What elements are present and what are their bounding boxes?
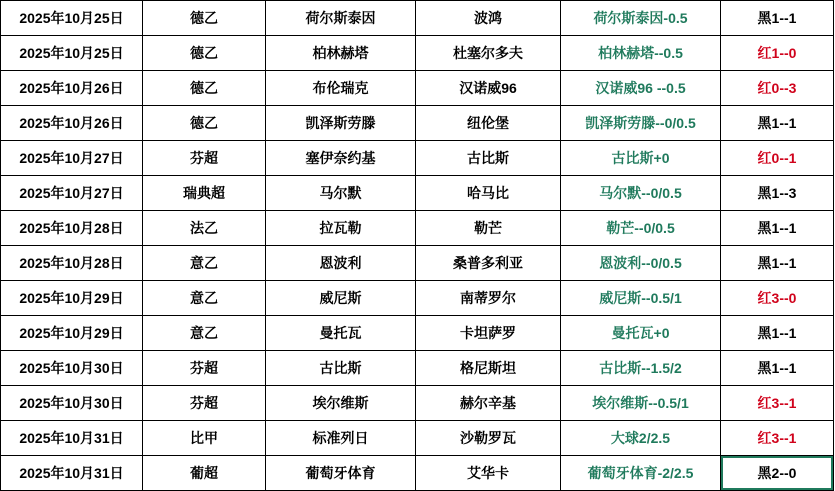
cell-handicap: 古比斯+0 — [561, 141, 721, 176]
cell-handicap: 曼托瓦+0 — [561, 316, 721, 351]
cell-league: 瑞典超 — [143, 176, 266, 211]
cell-result: 黑1--1 — [721, 1, 834, 36]
cell-date: 2025年10月31日 — [1, 456, 143, 491]
cell-home-team: 荷尔斯泰因 — [266, 1, 416, 36]
cell-result: 黑1--1 — [721, 351, 834, 386]
cell-away-team: 赫尔辛基 — [416, 386, 561, 421]
cell-date: 2025年10月28日 — [1, 211, 143, 246]
cell-home-team: 恩波利 — [266, 246, 416, 281]
cell-date: 2025年10月29日 — [1, 316, 143, 351]
cell-date: 2025年10月26日 — [1, 71, 143, 106]
cell-handicap: 凯泽斯劳滕--0/0.5 — [561, 106, 721, 141]
cell-home-team: 标准列日 — [266, 421, 416, 456]
cell-result: 黑1--1 — [721, 211, 834, 246]
cell-league: 意乙 — [143, 246, 266, 281]
cell-result-selected[interactable]: 黑2--0 — [721, 456, 834, 491]
cell-handicap: 古比斯--1.5/2 — [561, 351, 721, 386]
table-row — [1, 106, 834, 141]
cell-date: 2025年10月29日 — [1, 281, 143, 316]
cell-result: 红3--0 — [721, 281, 834, 316]
cell-handicap: 荷尔斯泰因-0.5 — [561, 1, 721, 36]
table-row — [1, 456, 834, 491]
table-body — [1, 1, 834, 491]
cell-date: 2025年10月28日 — [1, 246, 143, 281]
cell-league: 比甲 — [143, 421, 266, 456]
cell-date: 2025年10月31日 — [1, 421, 143, 456]
cell-handicap: 勒芒--0/0.5 — [561, 211, 721, 246]
cell-date: 2025年10月27日 — [1, 141, 143, 176]
cell-away-team: 哈马比 — [416, 176, 561, 211]
cell-handicap: 柏林赫塔--0.5 — [561, 36, 721, 71]
cell-away-team: 南蒂罗尔 — [416, 281, 561, 316]
cell-handicap: 汉诺威96 --0.5 — [561, 71, 721, 106]
cell-away-team: 纽伦堡 — [416, 106, 561, 141]
cell-handicap: 恩波利--0/0.5 — [561, 246, 721, 281]
cell-home-team: 威尼斯 — [266, 281, 416, 316]
cell-handicap: 威尼斯--0.5/1 — [561, 281, 721, 316]
cell-date: 2025年10月30日 — [1, 386, 143, 421]
cell-league: 芬超 — [143, 386, 266, 421]
cell-home-team: 马尔默 — [266, 176, 416, 211]
cell-away-team: 古比斯 — [416, 141, 561, 176]
cell-home-team: 古比斯 — [266, 351, 416, 386]
table-row — [1, 316, 834, 351]
cell-away-team: 艾华卡 — [416, 456, 561, 491]
cell-handicap: 大球2/2.5 — [561, 421, 721, 456]
cell-result: 红3--1 — [721, 386, 834, 421]
cell-league: 葡超 — [143, 456, 266, 491]
cell-away-team: 勒芒 — [416, 211, 561, 246]
cell-handicap: 葡萄牙体育-2/2.5 — [561, 456, 721, 491]
cell-date: 2025年10月30日 — [1, 351, 143, 386]
cell-result: 红1--0 — [721, 36, 834, 71]
cell-handicap: 埃尔维斯--0.5/1 — [561, 386, 721, 421]
cell-league: 意乙 — [143, 316, 266, 351]
cell-away-team: 沙勒罗瓦 — [416, 421, 561, 456]
cell-away-team: 汉诺威96 — [416, 71, 561, 106]
cell-home-team: 柏林赫塔 — [266, 36, 416, 71]
table-row — [1, 176, 834, 211]
cell-away-team: 桑普多利亚 — [416, 246, 561, 281]
cell-result: 红0--1 — [721, 141, 834, 176]
cell-result: 黑1--3 — [721, 176, 834, 211]
cell-league: 芬超 — [143, 351, 266, 386]
cell-handicap: 马尔默--0/0.5 — [561, 176, 721, 211]
cell-league: 德乙 — [143, 36, 266, 71]
cell-home-team: 凯泽斯劳滕 — [266, 106, 416, 141]
cell-result: 黑1--1 — [721, 106, 834, 141]
cell-home-team: 埃尔维斯 — [266, 386, 416, 421]
cell-away-team: 格尼斯坦 — [416, 351, 561, 386]
table-row — [1, 351, 834, 386]
cell-league: 意乙 — [143, 281, 266, 316]
cell-league: 德乙 — [143, 106, 266, 141]
table-row — [1, 141, 834, 176]
cell-result: 黑1--1 — [721, 316, 834, 351]
cell-result: 红3--1 — [721, 421, 834, 456]
cell-date: 2025年10月25日 — [1, 36, 143, 71]
cell-result: 黑1--1 — [721, 246, 834, 281]
cell-league: 德乙 — [143, 1, 266, 36]
table-row — [1, 1, 834, 36]
table-row — [1, 71, 834, 106]
cell-away-team: 波鸿 — [416, 1, 561, 36]
cell-result: 红0--3 — [721, 71, 834, 106]
cell-home-team: 曼托瓦 — [266, 316, 416, 351]
table-row — [1, 36, 834, 71]
cell-home-team: 拉瓦勒 — [266, 211, 416, 246]
cell-date: 2025年10月25日 — [1, 1, 143, 36]
table-row — [1, 246, 834, 281]
cell-away-team: 卡坦萨罗 — [416, 316, 561, 351]
table-row — [1, 386, 834, 421]
table-row — [1, 281, 834, 316]
cell-home-team: 塞伊奈约基 — [266, 141, 416, 176]
cell-league: 法乙 — [143, 211, 266, 246]
cell-date: 2025年10月26日 — [1, 106, 143, 141]
table-row — [1, 421, 834, 456]
cell-date: 2025年10月27日 — [1, 176, 143, 211]
cell-away-team: 杜塞尔多夫 — [416, 36, 561, 71]
cell-league: 德乙 — [143, 71, 266, 106]
table-row — [1, 211, 834, 246]
cell-home-team: 布伦瑞克 — [266, 71, 416, 106]
cell-league: 芬超 — [143, 141, 266, 176]
cell-home-team: 葡萄牙体育 — [266, 456, 416, 491]
